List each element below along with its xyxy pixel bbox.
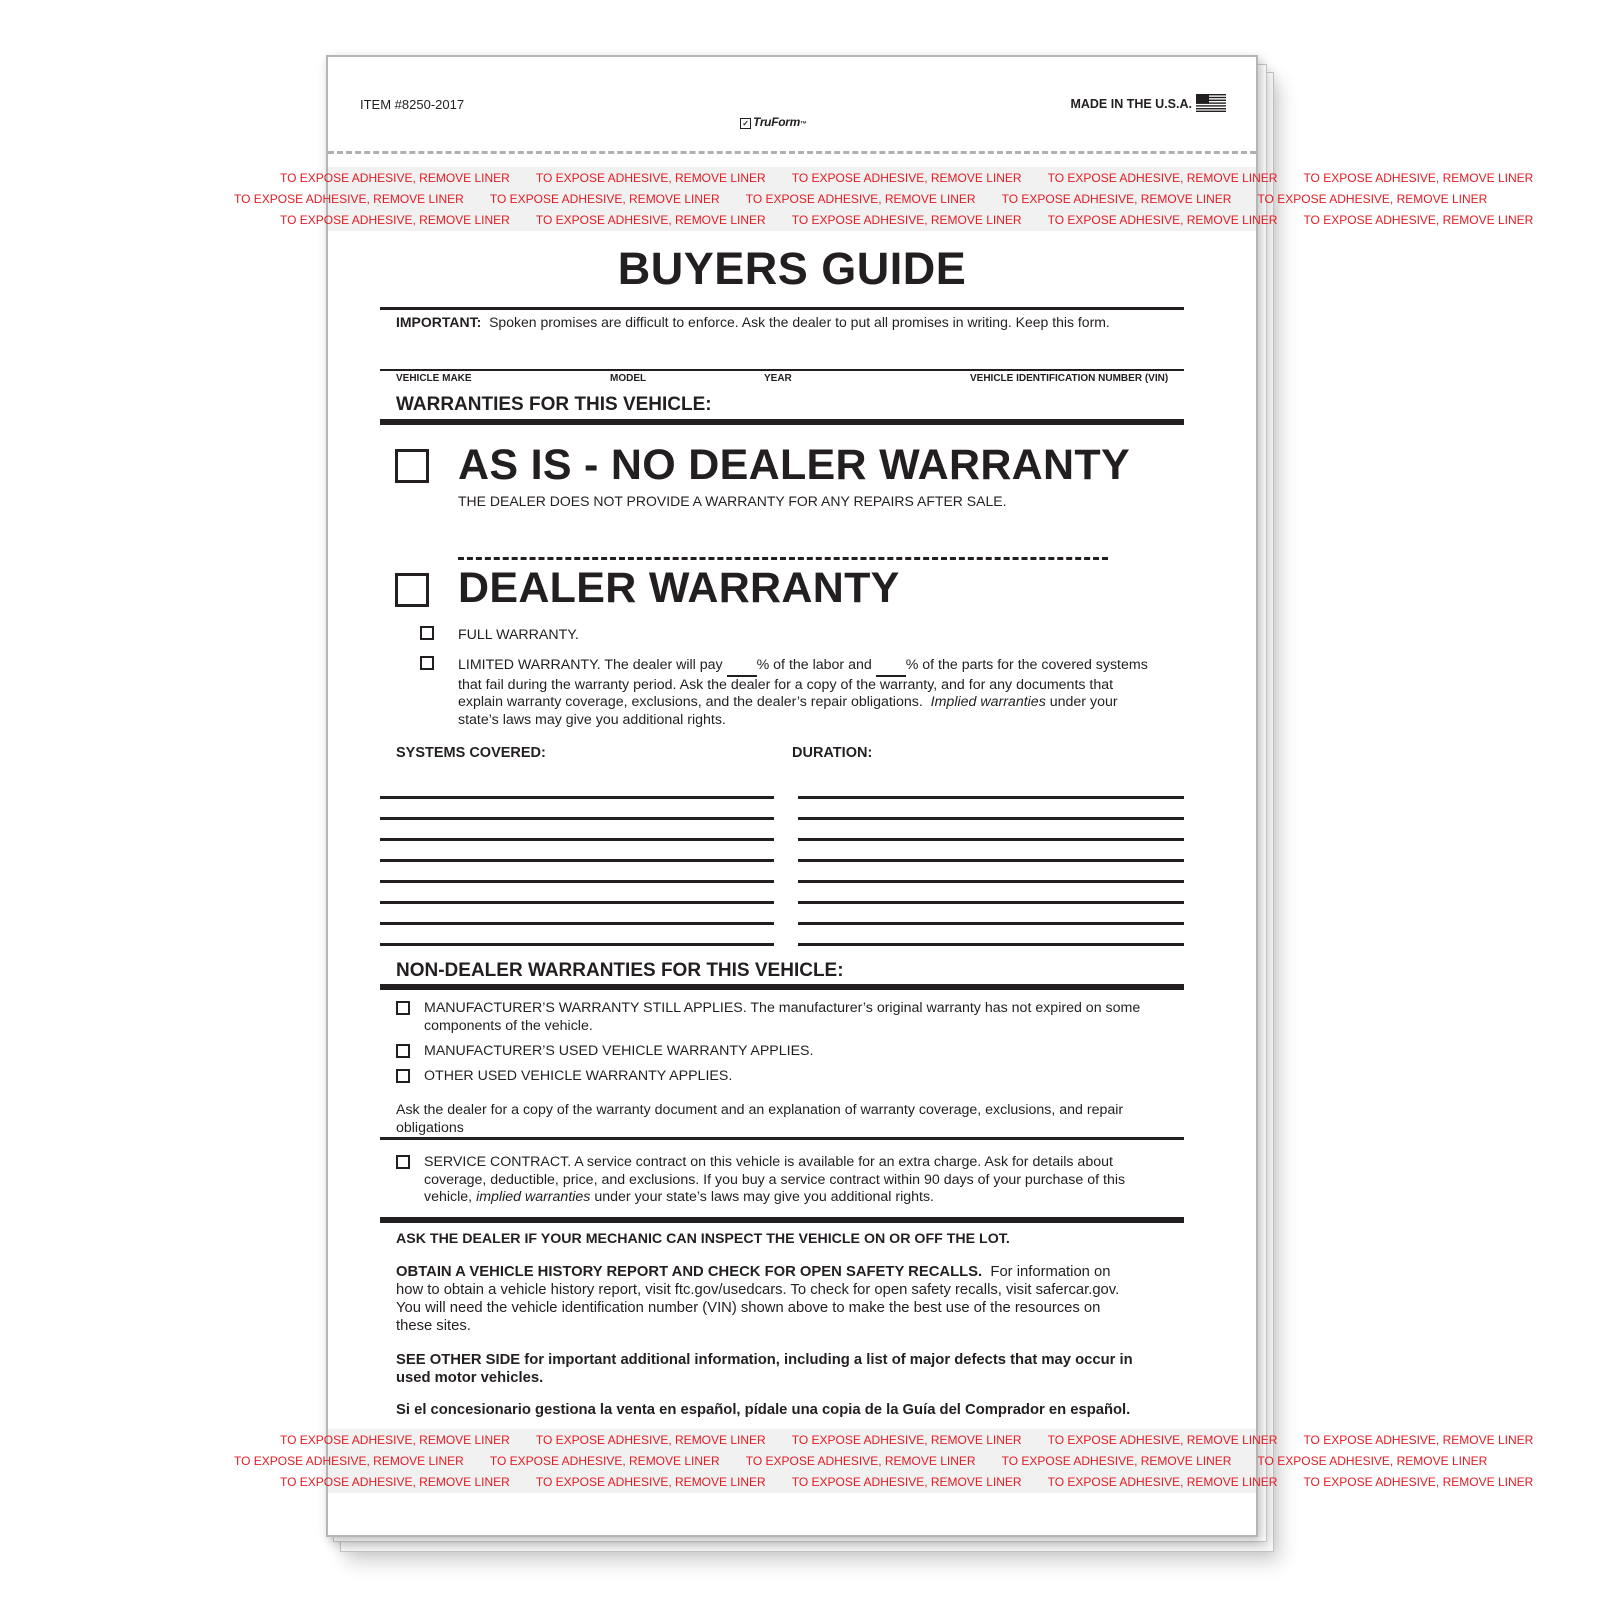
buyers-guide-form bbox=[234, 55, 1534, 1537]
made-in-usa-label: MADE IN THE U.S.A. bbox=[1070, 97, 1192, 111]
manufacturer-warranty-checkbox[interactable] bbox=[396, 1001, 410, 1015]
liner-row-1 bbox=[280, 171, 1559, 185]
manufacturer-warranty-text bbox=[424, 1000, 1184, 1035]
liner-text: TO EXPOSE ADHESIVE, REMOVE LINER bbox=[1001, 1454, 1232, 1468]
service-contract-line-3-end: under your state’s laws may give you additional rights. bbox=[594, 1189, 934, 1205]
duration-line[interactable] bbox=[798, 943, 1184, 946]
vehicle-history-text bbox=[396, 1263, 1186, 1335]
liner-text: TO EXPOSE ADHESIVE, REMOVE LINER bbox=[280, 213, 510, 227]
liner-text: TO EXPOSE ADHESIVE, REMOVE LINER bbox=[1047, 1475, 1278, 1489]
see-other-side-line-2: used motor vehicles. bbox=[396, 1370, 544, 1386]
systems-covered-line[interactable] bbox=[380, 859, 774, 862]
liner-text: TO EXPOSE ADHESIVE, REMOVE LINER bbox=[745, 192, 976, 206]
liner-text: TO EXPOSE ADHESIVE, REMOVE LINER bbox=[791, 1433, 1022, 1447]
service-contract-line-2: coverage, deductible, price, and exclusions. If you buy a service contract within 90 days of your purchase of this bbox=[424, 1171, 1126, 1188]
as-is-subtitle: THE DEALER DOES NOT PROVIDE A WARRANTY FOR ANY REPAIRS AFTER SALE. bbox=[458, 493, 1007, 509]
liner-text: TO EXPOSE ADHESIVE, REMOVE LINER bbox=[1303, 1433, 1534, 1447]
limited-line-3 bbox=[458, 694, 1178, 712]
vehicle-info-line[interactable] bbox=[380, 369, 1184, 371]
us-flag-icon bbox=[1196, 94, 1226, 112]
liner-text: TO EXPOSE ADHESIVE, REMOVE LINER bbox=[535, 1475, 766, 1489]
brand-name: TruForm bbox=[753, 115, 801, 129]
as-is-heading: AS IS - NO DEALER WARRANTY bbox=[458, 441, 1130, 489]
implied-warranties-italic: implied warranties bbox=[476, 1189, 591, 1205]
limited-line-1 bbox=[458, 657, 1178, 677]
warranties-heading: WARRANTIES FOR THIS VEHICLE: bbox=[396, 394, 712, 415]
divider-rule bbox=[380, 984, 1184, 990]
ask-copy-text bbox=[396, 1102, 1186, 1137]
parts-percent-blank[interactable] bbox=[876, 657, 906, 677]
trademark-symbol: ™ bbox=[800, 121, 807, 128]
implied-warranties-italic: Implied warranties bbox=[930, 694, 1046, 710]
duration-line[interactable] bbox=[798, 838, 1184, 841]
service-contract-checkbox[interactable] bbox=[396, 1155, 410, 1169]
duration-line[interactable] bbox=[798, 817, 1184, 820]
spanish-notice: Si el concesionario gestiona la venta en español, pídale una copia de la Guía del Comprador en español. bbox=[396, 1402, 1131, 1418]
perforation-line bbox=[328, 151, 1256, 154]
liner-text: TO EXPOSE ADHESIVE, REMOVE LINER bbox=[1257, 192, 1488, 206]
history-bold-text: OBTAIN A VEHICLE HISTORY REPORT AND CHECK FOR OPEN SAFETY RECALLS. bbox=[396, 1264, 983, 1280]
vehicle-make-label: VEHICLE MAKE bbox=[396, 373, 472, 384]
limited-line-3-end: under your bbox=[1049, 694, 1118, 710]
systems-covered-line[interactable] bbox=[380, 838, 774, 841]
liner-text: TO EXPOSE ADHESIVE, REMOVE LINER bbox=[791, 1475, 1022, 1489]
history-line-1-rest: For information on bbox=[990, 1264, 1111, 1280]
duration-line[interactable] bbox=[798, 880, 1184, 883]
history-line-4: these sites. bbox=[396, 1318, 471, 1334]
liner-row-1 bbox=[280, 1433, 1559, 1447]
liner-text: TO EXPOSE ADHESIVE, REMOVE LINER bbox=[280, 1475, 510, 1489]
liner-text: TO EXPOSE ADHESIVE, REMOVE LINER bbox=[791, 171, 1022, 185]
liner-text: TO EXPOSE ADHESIVE, REMOVE LINER bbox=[535, 171, 766, 185]
liner-text: TO EXPOSE ADHESIVE, REMOVE LINER bbox=[1303, 171, 1534, 185]
liner-text: TO EXPOSE ADHESIVE, REMOVE LINER bbox=[745, 1454, 976, 1468]
liner-text: TO EXPOSE ADHESIVE, REMOVE LINER bbox=[280, 1433, 510, 1447]
limited-line-2: that fail during the warranty period. Ask the dealer for a copy of the warranty, and for any documents that bbox=[458, 676, 1114, 693]
truform-logo bbox=[740, 115, 807, 129]
liner-text: TO EXPOSE ADHESIVE, REMOVE LINER bbox=[1001, 192, 1232, 206]
systems-covered-line[interactable] bbox=[380, 922, 774, 925]
liner-text: TO EXPOSE ADHESIVE, REMOVE LINER bbox=[1303, 1475, 1534, 1489]
duration-line[interactable] bbox=[798, 796, 1184, 799]
liner-text: TO EXPOSE ADHESIVE, REMOVE LINER bbox=[535, 1433, 766, 1447]
form-title: BUYERS GUIDE bbox=[617, 243, 967, 294]
limited-line-3-text: explain warranty coverage, exclusions, and the dealer’s repair obligations. bbox=[458, 694, 923, 710]
duration-line[interactable] bbox=[798, 859, 1184, 862]
other-used-warranty-label: OTHER USED VEHICLE WARRANTY APPLIES. bbox=[424, 1068, 733, 1084]
adhesive-liner-bottom bbox=[234, 1429, 1534, 1493]
systems-covered-line[interactable] bbox=[380, 943, 774, 946]
systems-covered-line[interactable] bbox=[380, 817, 774, 820]
item-number: ITEM #8250-2017 bbox=[360, 97, 465, 112]
limited-line-4: state’s laws may give you additional rights. bbox=[458, 711, 726, 728]
parts-text: % of the parts for the covered systems bbox=[905, 657, 1148, 673]
liner-text: TO EXPOSE ADHESIVE, REMOVE LINER bbox=[489, 1454, 720, 1468]
liner-text: TO EXPOSE ADHESIVE, REMOVE LINER bbox=[535, 213, 766, 227]
liner-text: TO EXPOSE ADHESIVE, REMOVE LINER bbox=[1047, 213, 1278, 227]
manufacturer-warranty-line-2: components of the vehicle. bbox=[424, 1017, 593, 1034]
history-line-3: You will need the vehicle identification number (VIN) shown above to make the best use of the resources on bbox=[396, 1300, 1101, 1316]
see-other-side-text bbox=[396, 1351, 1186, 1387]
liner-text: TO EXPOSE ADHESIVE, REMOVE LINER bbox=[234, 192, 464, 206]
systems-covered-line[interactable] bbox=[380, 796, 774, 799]
limited-text-start: LIMITED WARRANTY. The dealer will pay bbox=[458, 657, 723, 673]
adhesive-liner-top bbox=[234, 167, 1534, 231]
duration-label: DURATION: bbox=[792, 745, 873, 761]
liner-text: TO EXPOSE ADHESIVE, REMOVE LINER bbox=[791, 213, 1022, 227]
vin-label: VEHICLE IDENTIFICATION NUMBER (VIN) bbox=[970, 373, 1169, 384]
systems-covered-label: SYSTEMS COVERED: bbox=[396, 745, 546, 761]
full-warranty-checkbox[interactable] bbox=[420, 626, 434, 640]
service-contract-line-3-start: vehicle, bbox=[424, 1189, 473, 1205]
liner-text: TO EXPOSE ADHESIVE, REMOVE LINER bbox=[489, 192, 720, 206]
systems-covered-line[interactable] bbox=[380, 901, 774, 904]
duration-line[interactable] bbox=[798, 922, 1184, 925]
non-dealer-warranties-heading: NON-DEALER WARRANTIES FOR THIS VEHICLE: bbox=[396, 960, 844, 981]
liner-text: TO EXPOSE ADHESIVE, REMOVE LINER bbox=[234, 1454, 464, 1468]
liner-row-3 bbox=[280, 213, 1559, 227]
mechanic-inspection-notice: ASK THE DEALER IF YOUR MECHANIC CAN INSPECT THE VEHICLE ON OR OFF THE LOT. bbox=[396, 1231, 1010, 1247]
liner-text: TO EXPOSE ADHESIVE, REMOVE LINER bbox=[1257, 1454, 1488, 1468]
model-label: MODEL bbox=[610, 373, 647, 384]
liner-text: TO EXPOSE ADHESIVE, REMOVE LINER bbox=[1047, 1433, 1278, 1447]
check-box-logo-icon: ✓ bbox=[740, 118, 751, 129]
service-contract-text bbox=[424, 1154, 1184, 1207]
dealer-warranty-checkbox[interactable] bbox=[395, 573, 429, 607]
important-notice bbox=[396, 314, 1110, 330]
liner-text: TO EXPOSE ADHESIVE, REMOVE LINER bbox=[1047, 171, 1278, 185]
manufacturer-warranty-line-1: MANUFACTURER’S WARRANTY STILL APPLIES. The manufacturer’s original warranty has not expired on some bbox=[424, 1000, 1141, 1016]
dealer-warranty-heading: DEALER WARRANTY bbox=[458, 564, 900, 612]
as-is-checkbox[interactable] bbox=[395, 449, 429, 483]
ask-copy-line-2: obligations bbox=[396, 1119, 464, 1136]
divider-rule bbox=[380, 307, 1184, 310]
liner-row-2 bbox=[234, 192, 1513, 206]
liner-row-3 bbox=[280, 1475, 1559, 1489]
liner-text: TO EXPOSE ADHESIVE, REMOVE LINER bbox=[280, 171, 510, 185]
year-label: YEAR bbox=[764, 373, 792, 384]
divider-rule bbox=[380, 1137, 1184, 1140]
limited-warranty-text bbox=[458, 657, 1178, 729]
full-warranty-label: FULL WARRANTY. bbox=[458, 627, 579, 643]
history-line-2: how to obtain a vehicle history report, visit ftc.gov/usedcars. To check for open safety recalls, visit safercar.gov. bbox=[396, 1282, 1120, 1298]
divider-rule bbox=[380, 1217, 1184, 1223]
service-contract-line-3 bbox=[424, 1189, 1184, 1207]
limited-warranty-checkbox[interactable] bbox=[420, 656, 434, 670]
manufacturer-used-warranty-label: MANUFACTURER’S USED VEHICLE WARRANTY APPLIES. bbox=[424, 1043, 814, 1059]
service-contract-line-1: SERVICE CONTRACT. A service contract on this vehicle is available for an extra charge. Ask for details about bbox=[424, 1154, 1113, 1170]
important-text: Spoken promises are difficult to enforce. Ask the dealer to put all promises in writing. Keep this form. bbox=[489, 314, 1110, 330]
manufacturer-used-warranty-checkbox[interactable] bbox=[396, 1044, 410, 1058]
liner-text: TO EXPOSE ADHESIVE, REMOVE LINER bbox=[1303, 213, 1534, 227]
divider-rule bbox=[380, 419, 1184, 425]
systems-covered-line[interactable] bbox=[380, 880, 774, 883]
important-label: IMPORTANT: bbox=[396, 314, 482, 330]
other-used-warranty-checkbox[interactable] bbox=[396, 1069, 410, 1083]
see-other-side-line-1: SEE OTHER SIDE for important additional information, including a list of major defects that may occur in bbox=[396, 1352, 1133, 1368]
labor-text: % of the labor and bbox=[756, 657, 872, 673]
labor-percent-blank[interactable] bbox=[727, 657, 757, 677]
duration-line[interactable] bbox=[798, 901, 1184, 904]
dashed-separator bbox=[458, 557, 1108, 560]
ask-copy-line-1: Ask the dealer for a copy of the warranty document and an explanation of warranty coverage, exclusions, and repair bbox=[396, 1102, 1124, 1118]
history-line-1 bbox=[396, 1263, 1186, 1281]
liner-row-2 bbox=[234, 1454, 1513, 1468]
